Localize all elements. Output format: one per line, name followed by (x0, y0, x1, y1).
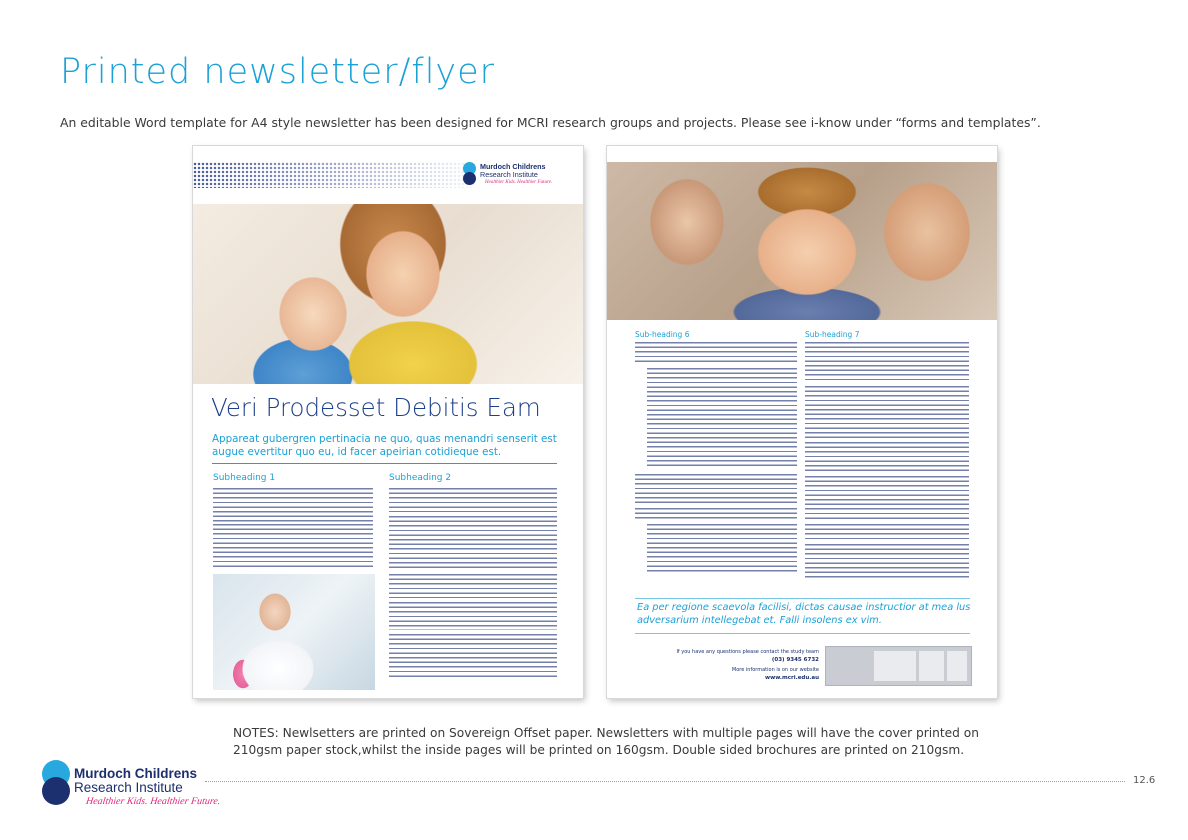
contact-block (637, 649, 819, 682)
cover-headline: Veri Prodesset Debitis Eam (211, 393, 541, 422)
contact-phone: (03) 9345 6732 (771, 656, 819, 663)
divider (635, 633, 970, 634)
page-title: Printed newsletter/flyer (60, 52, 496, 92)
body-text-block (805, 342, 969, 382)
body-text-block (389, 634, 557, 678)
website-link: www.mcri.edu.au (765, 674, 819, 681)
cover-photo (193, 204, 583, 384)
body-text-block (805, 442, 969, 472)
body-text-block (805, 476, 969, 520)
newsletter-cover-preview (193, 146, 583, 698)
body-text-block (389, 602, 557, 630)
bullet-list (647, 524, 797, 572)
numbered-list (647, 368, 797, 468)
inside-photo (607, 162, 997, 320)
logo-circle-icon (463, 172, 476, 185)
newsletter-inside-preview (607, 146, 997, 698)
body-text-block (635, 474, 797, 504)
subheading-6: Sub-heading 6 (635, 330, 690, 339)
divider (635, 598, 970, 599)
partner-logos-bar (825, 646, 972, 686)
subheading-2: Subheading 2 (389, 473, 452, 483)
partner-logo (874, 651, 916, 681)
logo-tagline: Healthier Kids. Healthier Future. (485, 180, 553, 185)
divider (212, 463, 557, 464)
partner-logo (947, 651, 967, 681)
body-text-block (213, 524, 373, 568)
subheading-7: Sub-heading 7 (805, 330, 860, 339)
logo-text: Research Institute (480, 170, 538, 179)
footer-divider (205, 781, 1125, 782)
cover-subhead: Appareat gubergren pertinacia ne quo, quas menandri senserit est augue evertitur quo eu, id facer apeirian cotidieque est. (212, 433, 557, 458)
body-text-block (213, 488, 373, 522)
mcri-logo (463, 162, 571, 192)
logo-tagline: Healthier Kids. Healthier Future. (85, 796, 222, 807)
dot-pattern (193, 162, 475, 188)
logo-circle-icon (42, 777, 70, 805)
partner-logo (919, 651, 944, 681)
logo-text: Research Institute (74, 780, 183, 795)
logo-text: Murdoch Childrens (480, 162, 546, 171)
body-text-block (805, 544, 969, 580)
contact-line: If you have any questions please contact the study team (676, 649, 819, 655)
body-text-block (635, 508, 797, 520)
page-number: 12.6 (1133, 775, 1156, 786)
lab-photo (213, 574, 375, 690)
pull-quote: Ea per regione scaevola facilisi, dictas causae instructior at mea lus adversarium intellegebat et. Falli insolens ex vim. (637, 602, 971, 626)
body-text-block (389, 516, 557, 570)
website-line: More information is on our website (731, 667, 819, 673)
body-text-block (805, 386, 969, 438)
body-text-block (389, 574, 557, 598)
body-text-block (805, 524, 969, 540)
print-notes: NOTES: Newlsetters are printed on Sovereign Offset paper. Newsletters with multiple pages will have the cover printed on 210gsm paper stock,whilst the inside pages will be printed on 160gsm. Double sided brochures are printed on 210gsm. (233, 726, 979, 757)
intro-text: An editable Word template for A4 style newsletter has been designed for MCRI research groups and projects. Please see i-know under “forms and templates”. (60, 115, 1041, 130)
body-text-block (389, 488, 557, 512)
mcri-footer-logo (42, 760, 222, 820)
subheading-1: Subheading 1 (213, 473, 276, 483)
logo-text: Murdoch Childrens (74, 766, 198, 781)
body-text-block (635, 342, 797, 364)
